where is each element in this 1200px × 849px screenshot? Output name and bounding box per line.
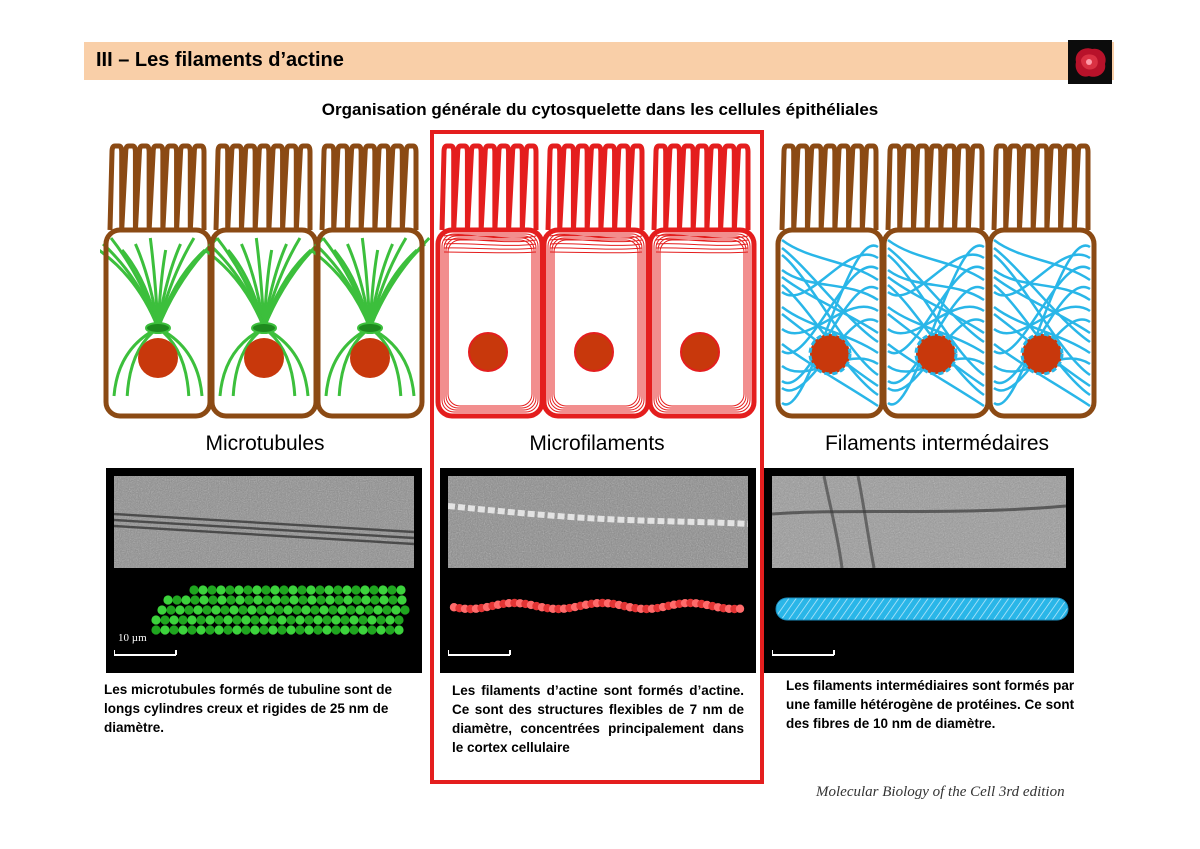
tubulin-subunit [229,605,238,614]
tubulin-subunit [322,625,331,634]
tubulin-subunit [232,625,241,634]
tubulin-subunit [181,595,190,604]
tubulin-subunit [241,625,250,634]
microtubule-micrograph-panel [106,468,422,673]
tubulin-subunit [190,595,199,604]
tubulin-subunit [379,595,388,604]
tubulin-subunit [234,585,243,594]
tubulin-subunit [325,595,334,604]
tubulin-subunit [151,615,160,624]
panel-label-microtubules: Microtubules [205,432,325,455]
tubulin-subunit [232,615,241,624]
tubulin-subunit [342,585,351,594]
tubulin-subunit [355,605,364,614]
tubulin-subunit [169,615,178,624]
tubulin-subunit [274,605,283,614]
tubulin-subunit [189,585,198,594]
nucleus [810,334,850,374]
tubulin-subunit [178,625,187,634]
nucleus [138,338,178,378]
tubulin-subunit [376,615,385,624]
tubulin-subunit [376,625,385,634]
tubulin-subunit [172,595,181,604]
tubulin-subunit [382,605,391,614]
tubulin-subunit [208,595,217,604]
tubulin-subunit [223,615,232,624]
tubulin-subunit [324,585,333,594]
tubulin-subunit [198,585,207,594]
source-citation: Molecular Biology of the Cell 3rd edition [816,784,1065,800]
tubulin-subunit [394,625,403,634]
tubulin-subunit [394,615,403,624]
tubulin-subunit [313,615,322,624]
tubulin-subunit [279,585,288,594]
tubulin-subunit [351,585,360,594]
cell-logo-icon [1068,40,1112,84]
tubulin-subunit [358,625,367,634]
tubulin-subunit [207,585,216,594]
tubulin-subunit [187,615,196,624]
tubulin-subunit [243,585,252,594]
tubulin-subunit [369,585,378,594]
scale-bar-label: 10 µm [118,632,147,644]
intermediate-filament-model [772,580,1072,660]
tubulin-subunit [373,605,382,614]
tubulin-subunit [307,595,316,604]
actin-micrograph [448,476,748,568]
tubulin-subunit [333,585,342,594]
tubulin-subunit [250,625,259,634]
centrosome [252,323,276,333]
tubulin-subunit [241,615,250,624]
tubulin-subunit [340,625,349,634]
tubulin-subunit [295,615,304,624]
tubulin-subunit [205,615,214,624]
tubulin-subunit [214,625,223,634]
actin-filament-model [448,580,748,660]
tubulin-subunit [262,595,271,604]
tubulin-subunit [304,615,313,624]
tubulin-subunit [385,625,394,634]
tubulin-subunit [310,605,319,614]
tubulin-subunit [151,625,160,634]
tubulin-subunit [184,605,193,614]
tubulin-subunit [214,615,223,624]
caption-intermediate-filaments: Les filaments intermédiaires sont formés par une famille hétérogène de protéines. Ce sont des fibres de 10 nm de diamètre. [786,678,1075,731]
tubulin-subunit [313,625,322,634]
tubulin-subunit [319,605,328,614]
tubulin-subunit [367,615,376,624]
tubulin-subunit [349,625,358,634]
tubulin-subunit [193,605,202,614]
tubulin-subunit [247,605,256,614]
tubulin-subunit [217,595,226,604]
nucleus [244,338,284,378]
tubulin-subunit [367,625,376,634]
tubulin-subunit [196,615,205,624]
epithelial-cell [778,146,882,416]
microvilli [888,146,982,230]
tubulin-subunit [235,595,244,604]
tubulin-subunit [175,605,184,614]
tubulin-subunit [205,625,214,634]
diagram-subtitle: Organisation générale du cytosquelette dans les cellules épithéliales [321,100,879,119]
tubulin-subunit [289,595,298,604]
tubulin-subunit [306,585,315,594]
tubulin-subunit [259,625,268,634]
tubulin-subunit [340,615,349,624]
tubulin-subunit [301,605,310,614]
tubulin-subunit [169,625,178,634]
tubulin-subunit [292,605,301,614]
tubulin-subunit [259,615,268,624]
tubulin-subunit [286,615,295,624]
tubulin-subunit [268,615,277,624]
tubulin-subunit [364,605,373,614]
microtubule-cells-diagram [100,138,430,428]
tubulin-subunit [223,625,232,634]
caption-microfilaments: Les filaments d’actine sont formés d’actine. Ce sont des structures flexibles de 7 nm de diamètre, concentrées principalement dans le cortex cellulaire [452,683,744,755]
centrosome [146,323,170,333]
tubulin-subunit [270,585,279,594]
epithelial-cell [311,146,430,416]
tubulin-subunit [211,605,220,614]
actin-micrograph-panel [440,468,756,673]
tubulin-subunit [385,615,394,624]
tubulin-subunit [216,585,225,594]
tubulin-subunit [286,625,295,634]
tubulin-subunit [298,595,307,604]
epithelial-cell [100,146,217,416]
tubulin-subunit [343,595,352,604]
tubulin-subunit [261,585,270,594]
intermediate-filament-cells-diagram [772,138,1102,428]
tubulin-subunit [202,605,211,614]
tubulin-subunit [387,585,396,594]
tubulin-subunit [328,605,337,614]
tubulin-subunit [304,625,313,634]
tubulin-subunit [295,625,304,634]
tubulin-subunit [280,595,289,604]
tubulin-subunit [268,625,277,634]
intermediate-filament-micrograph [772,476,1066,568]
panel-label-microfilaments: Microfilaments [529,432,665,455]
tubulin-subunit [160,615,169,624]
tubulin-subunit [358,615,367,624]
microvilli [994,146,1088,230]
tubulin-subunit [271,595,280,604]
tubulin-subunit [196,625,205,634]
tubulin-subunit [315,585,324,594]
tubulin-subunit [256,605,265,614]
epithelial-cell [205,146,324,416]
tubulin-subunit [160,625,169,634]
tubulin-subunit [316,595,325,604]
tubulin-subunit [322,615,331,624]
tubulin-subunit [157,605,166,614]
tubulin-subunit [163,595,172,604]
tubulin-subunit [283,605,292,614]
tubulin-subunit [360,585,369,594]
tubulin-subunit [397,595,406,604]
tubulin-subunit [244,595,253,604]
centrosome [358,323,382,333]
tubulin-subunit [199,595,208,604]
tubulin-subunit [252,585,261,594]
caption-microtubules: Les microtubules formés de tubuline sont de longs cylindres creux et rigides de 25 nm de diamètre. [104,682,393,735]
tubulin-subunit [331,625,340,634]
tubulin-subunit [178,615,187,624]
tubulin-subunit [391,605,400,614]
microtubule-model [114,580,414,660]
tubulin-subunit [277,625,286,634]
tubulin-subunit [225,585,234,594]
tubulin-subunit [297,585,306,594]
actin-subunit [736,605,744,613]
tubulin-subunit [226,595,235,604]
tubulin-subunit [370,595,379,604]
tubulin-subunit [250,615,259,624]
tubulin-subunit [400,605,409,614]
epithelial-cell [884,146,988,416]
tubulin-subunit [265,605,274,614]
microtubule-micrograph [114,476,414,568]
tubulin-subunit [388,595,397,604]
tubulin-subunit [349,615,358,624]
intermediate-filament-micrograph-panel [764,468,1074,673]
tubulin-subunit [277,615,286,624]
nucleus [916,334,956,374]
epithelial-cell [990,146,1094,416]
tubulin-subunit [166,605,175,614]
tubulin-subunit [220,605,229,614]
microvilli [322,146,416,230]
tubulin-subunit [361,595,370,604]
microvilli [110,146,204,230]
microvilli [782,146,876,230]
nucleus [1022,334,1062,374]
tubulin-subunit [346,605,355,614]
logo [1068,40,1112,84]
tubulin-subunit [238,605,247,614]
tubulin-subunit [352,595,361,604]
tubulin-subunit [253,595,262,604]
panel-label-intermediate-filaments: Filaments intermédaires [824,432,1050,455]
tubulin-subunit [187,625,196,634]
tubulin-subunit [337,605,346,614]
tubulin-subunit [331,615,340,624]
tubulin-subunit [378,585,387,594]
nucleus [350,338,390,378]
tubulin-subunit [288,585,297,594]
tubulin-subunit [396,585,405,594]
microvilli [216,146,310,230]
tubulin-subunit [334,595,343,604]
page-title: III – Les filaments d’actine [96,49,344,71]
